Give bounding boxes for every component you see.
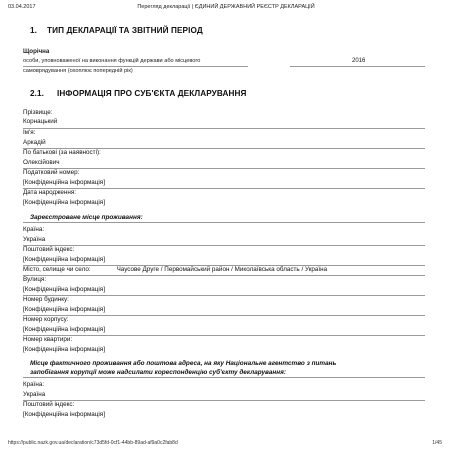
section-1-title [30, 26, 203, 35]
divider [23, 128, 425, 129]
declaration-type: Щорічна [23, 48, 50, 55]
reg-city-row [23, 266, 327, 274]
divider [23, 275, 425, 276]
name-value: Аркадій [23, 139, 46, 146]
declaration-desc-line1: особи, уповноваженої на виконання функцій держави або місцевого [23, 58, 201, 64]
actual-country-label: Країна: [23, 381, 45, 388]
section-1-number: 1. [30, 26, 38, 35]
actual-address-title-line1: Місце фактичного проживання або поштова адреса, на яку Національне агентство з питань [30, 360, 337, 367]
page-url: https://public.nazk.gov.ua/declaration/c73d5fd-0cf1-44bb-89ad-af9a0c2fab8d [8, 440, 178, 446]
page-number: 1/45 [432, 440, 442, 446]
divider [23, 295, 425, 296]
reg-corpus-value: [Конфіденційна інформація] [23, 326, 105, 333]
name-label: Ім'я: [23, 129, 36, 136]
actual-postal-value: [Конфіденційна інформація] [23, 411, 105, 418]
reg-country-label: Країна: [23, 226, 45, 233]
surname-label: Прізвище: [23, 109, 53, 116]
divider [23, 245, 425, 246]
surname-value: Корнацький [23, 118, 58, 125]
divider [23, 315, 425, 316]
reg-postal-value: [Конфіденційна інформація] [23, 256, 105, 263]
tax-number-label: Податковий номер: [23, 169, 80, 176]
reg-apt-label: Номер квартири: [23, 336, 73, 343]
divider [23, 400, 425, 401]
divider [23, 168, 425, 169]
actual-postal-label: Поштовий індекс: [23, 401, 75, 408]
divider [23, 188, 425, 189]
actual-country-value: Україна [23, 391, 46, 398]
section-2-title [30, 89, 246, 98]
reg-street-label: Вулиця: [23, 276, 47, 283]
reg-postal-label: Поштовий індекс: [23, 246, 75, 253]
patronymic-value: Олексійович [23, 159, 60, 166]
tax-number-value: [Конфіденційна інформація] [23, 179, 105, 186]
divider [290, 66, 425, 67]
reg-city-value: Чаусове Друге / Первомайський район / Миколаївська область / Україна [116, 266, 328, 273]
divider [23, 66, 248, 67]
registered-address-title: Зареєстроване місце проживання: [30, 214, 143, 221]
report-year: 2016 [352, 58, 366, 64]
divider [23, 377, 425, 378]
declaration-desc-line2: самоврядування (охоплює попередній рік) [23, 68, 133, 74]
birth-date-label: Дата народження: [23, 189, 77, 196]
divider [23, 222, 425, 223]
reg-city-label: Місто, селище чи село: [23, 266, 91, 273]
print-title: Перегляд декларації | ЄДИНИЙ ДЕРЖАВНИЙ РЕЄСТР ДЕКЛАРАЦІЙ [137, 4, 315, 10]
section-2-heading: ІНФОРМАЦІЯ ПРО СУБ'ЄКТА ДЕКЛАРУВАННЯ [57, 89, 247, 98]
reg-apt-value: [Конфіденційна інформація] [23, 346, 105, 353]
reg-house-value: [Конфіденційна інформація] [23, 306, 105, 313]
reg-corpus-label: Номер корпусу: [23, 316, 69, 323]
actual-address-title-line2: запобігання корупції може надсилати кореспонденцію суб'єкту декларування: [30, 369, 286, 376]
print-date: 03.04.2017 [8, 4, 36, 10]
divider [23, 335, 425, 336]
reg-country-value: Україна [23, 236, 46, 243]
section-2-number: 2.1. [30, 89, 45, 98]
section-1-heading: ТИП ДЕКЛАРАЦІЇ ТА ЗВІТНИЙ ПЕРІОД [47, 26, 203, 35]
reg-street-value: [Конфіденційна інформація] [23, 286, 105, 293]
reg-house-label: Номер будинку: [23, 296, 69, 303]
birth-date-value: [Конфіденційна інформація] [23, 199, 105, 206]
patronymic-label: По батькові (за наявності): [23, 149, 101, 156]
